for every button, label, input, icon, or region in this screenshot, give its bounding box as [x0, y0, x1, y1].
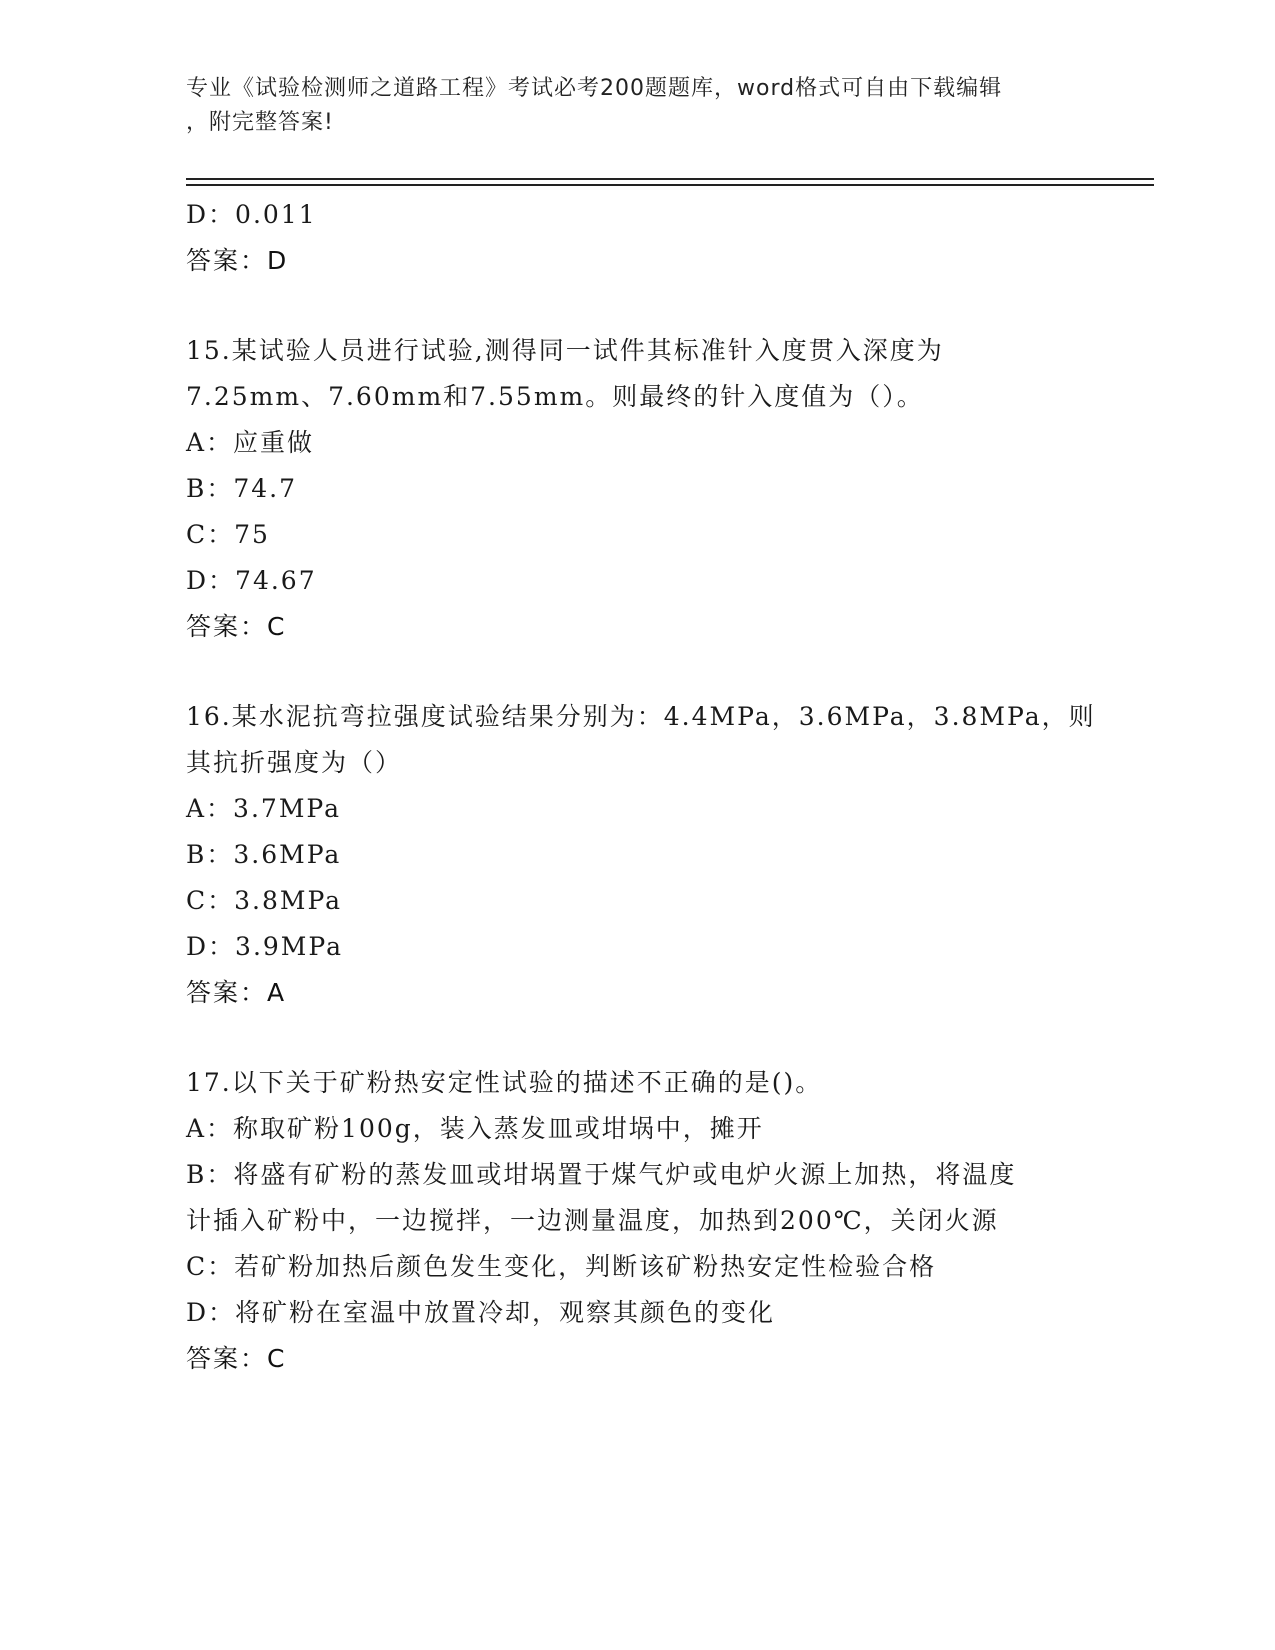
header-title-line-1: 专业《试验检测师之道路工程》考试必考200题题库，word格式可自由下载编辑 — [186, 76, 1003, 101]
option-a: A：3.7MPa — [186, 794, 342, 823]
question-17 — [186, 1060, 1086, 1382]
option-d: D：3.9MPa — [186, 932, 344, 961]
option-c: C：3.8MPa — [186, 886, 343, 915]
option-c: C：75 — [186, 520, 270, 549]
header-divider-bottom — [186, 184, 1154, 186]
previous-question-fragment — [186, 192, 1086, 284]
header-divider-top — [186, 178, 1154, 180]
option-d: D：74.67 — [186, 566, 317, 595]
question-stem: 16.某水泥抗弯拉强度试验结果分别为：4.4MPa，3.6MPa，3.8MPa，则 — [186, 702, 1096, 731]
question-15 — [186, 328, 1086, 650]
option-b-continued: 计插入矿粉中，一边搅拌，一边测量温度，加热到200℃，关闭火源 — [186, 1206, 999, 1235]
option-b: B：将盛有矿粉的蒸发皿或坩埚置于煤气炉或电炉火源上加热，将温度 — [186, 1160, 1017, 1189]
question-stem: 7.25mm、7.60mm和7.55mm。则最终的针入度值为（）。 — [186, 382, 924, 411]
answer-line: 答案：C — [186, 612, 287, 641]
answer-line: 答案：A — [186, 978, 287, 1007]
option-d: D：0.011 — [186, 200, 317, 229]
document-header — [186, 72, 1086, 140]
question-stem: 17.以下关于矿粉热安定性试验的描述不正确的是()。 — [186, 1068, 823, 1097]
option-b: B：3.6MPa — [186, 840, 342, 869]
answer-line: 答案：C — [186, 1344, 287, 1373]
option-a: A：应重做 — [186, 428, 315, 457]
answer-line: 答案：D — [186, 246, 289, 275]
option-b: B：74.7 — [186, 474, 298, 503]
question-stem: 15.某试验人员进行试验,测得同一试件其标准针入度贯入深度为 — [186, 336, 944, 365]
option-d: D：将矿粉在室温中放置冷却，观察其颜色的变化 — [186, 1298, 776, 1327]
question-list — [186, 192, 1096, 1382]
question-stem: 其抗折强度为（） — [186, 748, 403, 777]
option-c: C：若矿粉加热后颜色发生变化，判断该矿粉热安定性检验合格 — [186, 1252, 937, 1281]
header-title-line-2: ，附完整答案! — [186, 110, 334, 135]
question-16 — [186, 694, 1096, 1016]
option-a: A：称取矿粉100g，装入蒸发皿或坩埚中，摊开 — [186, 1114, 764, 1143]
